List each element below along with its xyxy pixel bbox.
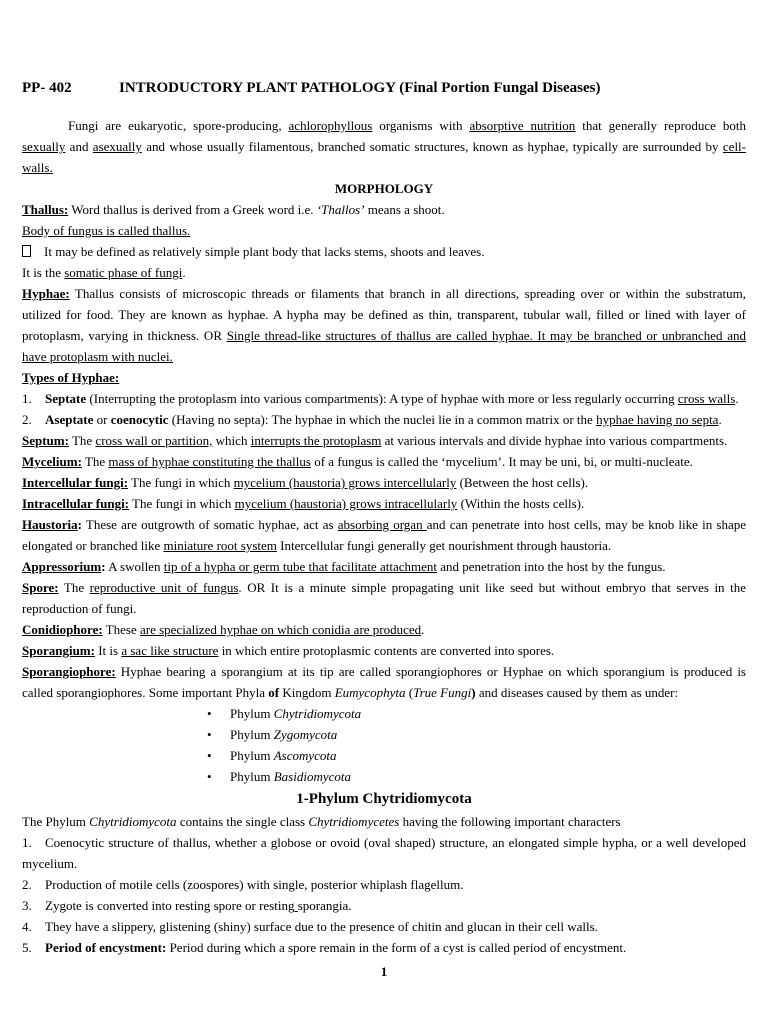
definition-text: These are outgrowth of somatic hyphae, act as (81, 517, 338, 532)
definition-text: which (212, 433, 251, 448)
definition-text: and can penetrate into host cells, may be knob like in shape elongated or branched like (22, 517, 746, 553)
underline-text: are specialized hyphae on which conidia are produced (139, 622, 422, 637)
chytrid-item-5 (22, 937, 746, 958)
phylum-name: Basidiomycota (273, 769, 351, 784)
definition-text: . (735, 391, 739, 406)
chytrid-item-3 (22, 895, 746, 916)
page-number: 1 (380, 964, 388, 979)
definition-text: . OR It is a minute simple propagating unit like seed but without embryo that serves in the reproduction of fungi. (22, 580, 746, 616)
sporangium-definition (22, 640, 746, 661)
definition-text: . (182, 265, 186, 280)
chytrid-heading: 1-Phylum Chytridiomycota (296, 791, 472, 807)
term-label: Intracellular fungi: (22, 496, 130, 511)
bold-text: ) (471, 685, 476, 700)
bold-text: coenocytic (110, 412, 169, 427)
intro-text: that generally reproduce both (575, 118, 746, 133)
definition-text: (Interrupting the protoplasm into various compartments): A type of hyphae with more or less regularly occurring (86, 391, 678, 406)
definition-text: or (93, 412, 111, 427)
definition-text: ( (405, 685, 414, 700)
term-label: Haustoria (22, 517, 78, 532)
underline-text: tip of a hypha or germ tube that facilitate attachment (163, 559, 437, 574)
term-label: Spore: (22, 580, 59, 595)
types-item-2 (22, 409, 746, 430)
thallus-line-2: Body of fungus is called thallus. (22, 223, 191, 238)
list-item (207, 703, 746, 724)
item-text: Period during which a spore remain in the form of a cyst is called period of encystment. (166, 940, 627, 955)
bold-text: Aseptate (45, 412, 94, 427)
intro-underline: asexually (92, 139, 142, 154)
page-header (22, 80, 600, 97)
term-label: Intercellular fungi: (22, 475, 129, 490)
term-colon: : (77, 517, 82, 532)
underline-text: somatic phase of fungi (64, 265, 183, 280)
definition-text: (Between the host cells). (456, 475, 589, 490)
italic-text: ‘Thallos’ (316, 202, 365, 217)
bold-text: Period of encystment: (45, 940, 167, 955)
item-number: 5. (22, 940, 32, 955)
list-item (207, 745, 746, 766)
intro-underline: achlorophyllous (288, 118, 373, 133)
definition-text: means a shoot. (364, 202, 445, 217)
term-label: Conidiophore: (22, 622, 103, 637)
definition-text: Kingdom (279, 685, 335, 700)
definition-text: . (421, 622, 425, 637)
underline-text: cross walls (677, 391, 736, 406)
item-text: Zygote is converted into resting spore or resting (45, 898, 295, 913)
spore-definition (22, 577, 746, 619)
definition-text: A swollen (105, 559, 164, 574)
definition-text: in which entire protoplasmic contents are converted into spores. (218, 643, 555, 658)
definition-text: The fungi in which (129, 496, 235, 511)
underline-text: mycelium (haustoria) grows intracellularly (234, 496, 458, 511)
intro-text: organisms with (372, 118, 470, 133)
definition-text: (Within the hosts cells). (457, 496, 585, 511)
definition-text: (Having no septa): The hyphae in which the nuclei lie in a common matrix or the (168, 412, 597, 427)
item-number: 1. (22, 391, 32, 406)
underline-text: hyphae having no septa (596, 412, 719, 427)
conidiophore-definition (22, 619, 746, 640)
phyla-list (22, 703, 746, 787)
term-label: Sporangiophore: (22, 664, 116, 679)
definition-text: The Phylum (22, 814, 90, 829)
intro-underline: sexually (22, 139, 66, 154)
course-title: INTRODUCTORY PLANT PATHOLOGY (Final Portion Fungal Diseases) (119, 80, 601, 96)
term-label: Appressorium (22, 559, 102, 574)
haustoria-definition (22, 514, 746, 556)
term-label: Mycelium: (22, 454, 82, 469)
intro-text: and whose usually filamentous, branched somatic structures, known as hyphae, typically are surrounded by (141, 139, 723, 154)
definition-text: Hyphae bearing a sporangium at its tip are called sporangiophores or Hyphae on which sporangium is produced is called sporangiophores. Some important Phyla (22, 664, 746, 700)
item-text: Coenocytic structure of thallus, whether a globose or ovoid (oval shaped) structure, an elongated simple hypha, or a well developed mycelium. (22, 835, 746, 871)
morphology-heading: MORPHOLOGY (334, 181, 434, 196)
phylum-prefix: Phylum (230, 748, 274, 763)
underline-text: mycelium (haustoria) grows intercellularly (233, 475, 457, 490)
definition-text: The (81, 454, 109, 469)
thallus-line-3-text: It may be defined as relatively simple plant body that lacks stems, shoots and leaves. (44, 244, 485, 259)
bold-text: Septate (45, 391, 87, 406)
types-item-1 (22, 388, 746, 409)
term-label: Septum: (22, 433, 69, 448)
italic-text: Chytridiomycota (89, 814, 177, 829)
item-number: 4. (22, 919, 32, 934)
intro-underline: absorptive nutrition (469, 118, 576, 133)
item-number: 3. (22, 898, 32, 913)
document-body (22, 115, 746, 958)
thallus-line-3 (22, 241, 746, 262)
term-label: Thallus: (22, 202, 69, 217)
definition-text: The (58, 580, 90, 595)
definition-text: The fungi in which (128, 475, 234, 490)
italic-text: Chytridiomycetes (308, 814, 400, 829)
definition-text: . (718, 412, 722, 427)
definition-text: It is the (22, 265, 65, 280)
phylum-name: Ascomycota (273, 748, 337, 763)
chytrid-intro (22, 811, 746, 832)
types-heading: Types of Hyphae: (22, 370, 120, 385)
item-number: 2. (22, 412, 32, 427)
item-number: 1. (22, 835, 32, 850)
list-item (207, 766, 746, 787)
phylum-prefix: Phylum (230, 769, 274, 784)
phylum-prefix: Phylum (230, 727, 274, 742)
italic-text: True Fungi (413, 685, 472, 700)
underline-text: reproductive unit of fungus (89, 580, 239, 595)
intro-text: Fungi are eukaryotic, spore-producing, (68, 118, 289, 133)
checkbox-icon (22, 245, 31, 257)
definition-text: and diseases caused by them as under: (475, 685, 679, 700)
definition-text: Intercellular fungi generally get nourishment through haustoria. (276, 538, 612, 553)
underline-text: mass of hyphae constituting the thallus (108, 454, 311, 469)
term-label: Sporangium: (22, 643, 95, 658)
definition-text: It is (94, 643, 122, 658)
septum-definition (22, 430, 746, 451)
underline-text: miniature root system (163, 538, 277, 553)
phylum-name: Zygomycota (273, 727, 338, 742)
intercellular-definition (22, 472, 746, 493)
item-text: They have a slippery, glistening (shiny) surface due to the presence of chitin and glucan in their cell walls. (45, 919, 598, 934)
definition-text: The (68, 433, 96, 448)
intro-underline: cell-walls. (22, 139, 746, 175)
definition-text: at various intervals and divide hyphae into various compartments. (381, 433, 728, 448)
definition-text: of a fungus is called the ‘mycelium’. It may be uni, bi, or multi-nucleate. (310, 454, 693, 469)
appressorium-definition (22, 556, 746, 577)
intro-paragraph (22, 115, 746, 178)
item-text: Production of motile cells (zoospores) with single, posterior whiplash flagellum. (45, 877, 464, 892)
list-item (207, 724, 746, 745)
sporangiophore-definition (22, 661, 746, 703)
underline-text: Single thread-like structures of thallus are called hyphae. It may be branched or unbranched and have protoplasm with nuclei. (22, 328, 746, 364)
bold-text: of (268, 685, 280, 700)
underline-text: cross wall or partition, (95, 433, 213, 448)
definition-text: having the following important characters (399, 814, 621, 829)
underline-text: interrupts the protoplasm (250, 433, 382, 448)
chytrid-item-4 (22, 916, 746, 937)
definition-text: These (102, 622, 140, 637)
thallus-line-4 (22, 262, 746, 283)
phylum-prefix: Phylum (230, 706, 274, 721)
definition-text: and penetration into the host by the fungus. (436, 559, 666, 574)
hyphae-definition (22, 283, 746, 367)
mycelium-definition (22, 451, 746, 472)
underline-text: a sac like structure (121, 643, 219, 658)
definition-text: contains the single class (176, 814, 309, 829)
definition-text: Word thallus is derived from a Greek word i.e. (68, 202, 317, 217)
course-code: PP- 402 (22, 80, 72, 96)
intracellular-definition (22, 493, 746, 514)
phylum-name: Chytridiomycota (273, 706, 362, 721)
item-number: 2. (22, 877, 32, 892)
chytrid-item-2 (22, 874, 746, 895)
intro-text: and (65, 139, 93, 154)
term-label: Hyphae: (22, 286, 70, 301)
definition-text: Thallus consists of microscopic threads or filaments that branch in all directions, spreading over or within the substratum, utilized for food. They are known as hyphae. A hypha may be defined as thin, transparent, tubular wall, filled or lined with layer of protoplasm, varying in thickness. OR (22, 286, 746, 343)
thallus-definition (22, 199, 746, 220)
term-colon: : (101, 559, 106, 574)
underline-text: absorbing organ (337, 517, 427, 532)
italic-text: Eumycophyta (334, 685, 406, 700)
item-text: sporangia. (297, 898, 352, 913)
chytrid-item-1 (22, 832, 746, 874)
